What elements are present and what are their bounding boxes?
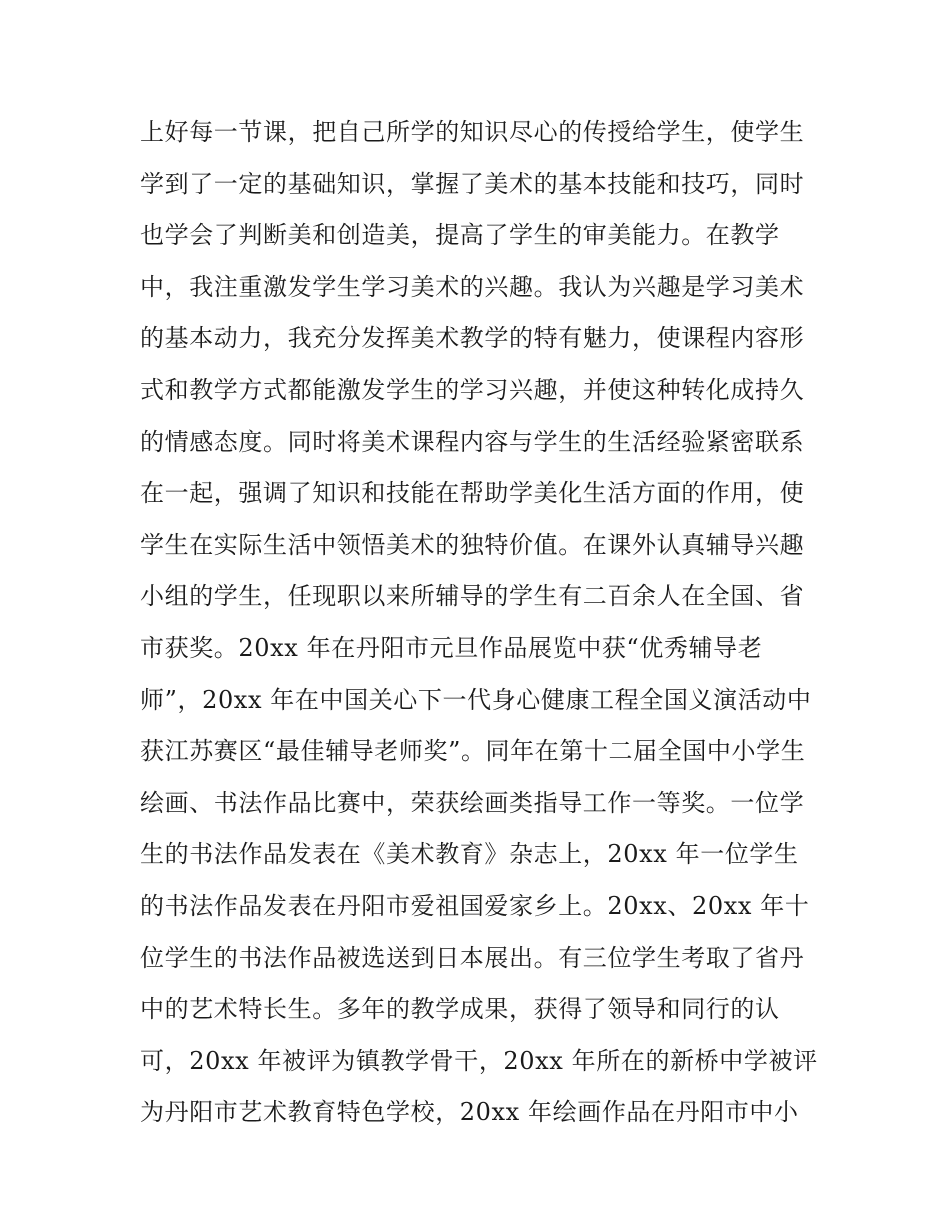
text-line: 生的书法作品发表在《美术教育》杂志上，20xx 年一位学生 (140, 840, 799, 869)
text-line: 位学生的书法作品被选送到日本展出。有三位学生考取了省丹 (140, 943, 805, 972)
text-line: 也学会了判断美和创造美，提高了学生的审美能力。在教学 (140, 221, 780, 250)
text-line: 为丹阳市艺术教育特色学校，20xx 年绘画作品在丹阳市中小 (140, 1098, 799, 1127)
text-line: 小组的学生，任现职以来所辅导的学生有二百余人在全国、省 (140, 582, 805, 611)
text-line: 市获奖。20xx 年在丹阳市元旦作品展览中获“优秀辅导老 (140, 633, 763, 662)
text-line: 学生在实际生活中领悟美术的独特价值。在课外认真辅导兴趣 (140, 530, 805, 559)
text-line: 上好每一节课，把自己所学的知识尽心的传授给学生，使学生 (140, 118, 805, 146)
text-line: 获江苏赛区“最佳辅导老师奖”。同年在第十二届全国中小学生 (140, 737, 806, 766)
text-line: 式和教学方式都能激发学生的学习兴趣，并使这种转化成持久 (140, 375, 805, 404)
text-line: 中，我注重激发学生学习美术的兴趣。我认为兴趣是学习美术 (140, 272, 805, 301)
text-line: 在一起，强调了知识和技能在帮助学美化生活方面的作用，使 (140, 479, 805, 508)
text-line: 师”，20xx 年在中国关心下一代身心健康工程全国义演活动中 (140, 685, 812, 714)
text-line: 可，20xx 年被评为镇教学骨干，20xx 年所在的新桥中学被评 (140, 1046, 818, 1075)
text-line: 的情感态度。同时将美术课程内容与学生的生活经验紧密联系 (140, 427, 805, 456)
text-line: 的书法作品发表在丹阳市爱祖国爱家乡上。20xx、20xx 年十 (140, 891, 810, 920)
text-line: 的基本动力，我充分发挥美术教学的特有魅力，使课程内容形 (140, 324, 805, 353)
text-line: 中的艺术特长生。多年的教学成果，获得了领导和同行的认 (140, 995, 780, 1024)
body-text (140, 107, 820, 1139)
text-line: 绘画、书法作品比赛中，荣获绘画类指导工作一等奖。一位学 (140, 788, 805, 817)
text-line: 学到了一定的基础知识，掌握了美术的基本技能和技巧，同时 (140, 169, 805, 198)
